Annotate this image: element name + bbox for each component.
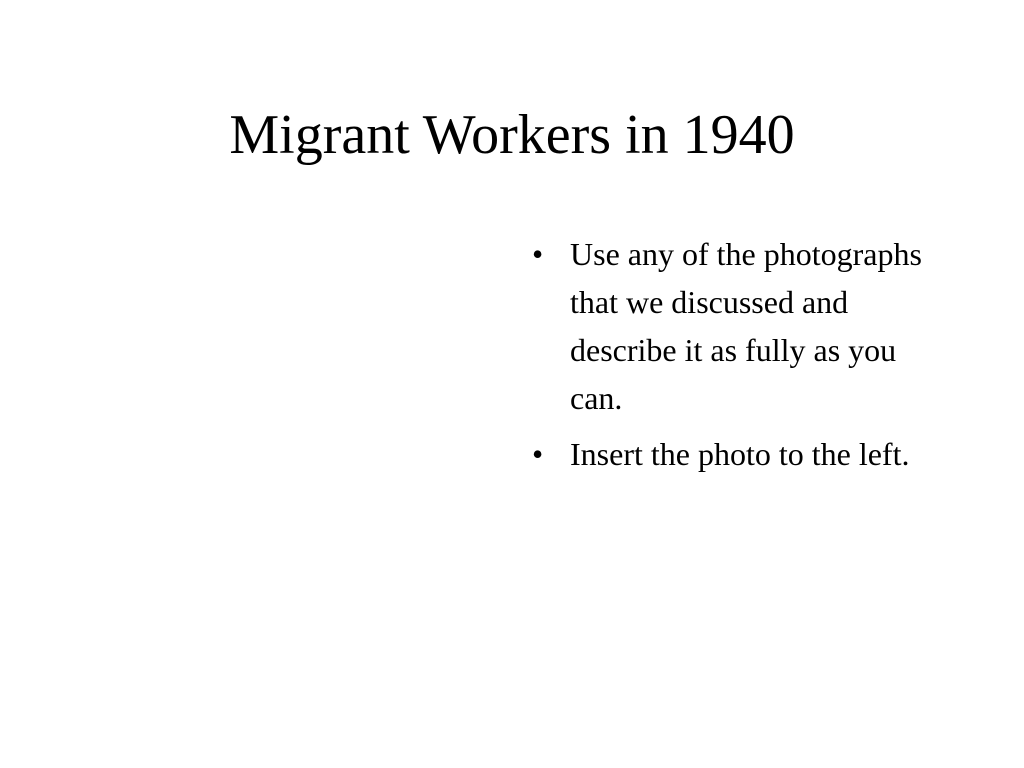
photo-placeholder-area [80,225,500,685]
bullet-text: Insert the photo to the left. [570,436,910,472]
bullet-item [530,430,950,478]
bullet-icon: • [532,436,544,472]
bullet-item [530,230,950,422]
bullet-text: Use any of the photographs that we discussed and describe it as fully as you can. [570,236,922,416]
bullet-icon: • [532,236,544,272]
bullet-list [530,230,950,486]
slide-title: Migrant Workers in 1940 [229,104,795,166]
